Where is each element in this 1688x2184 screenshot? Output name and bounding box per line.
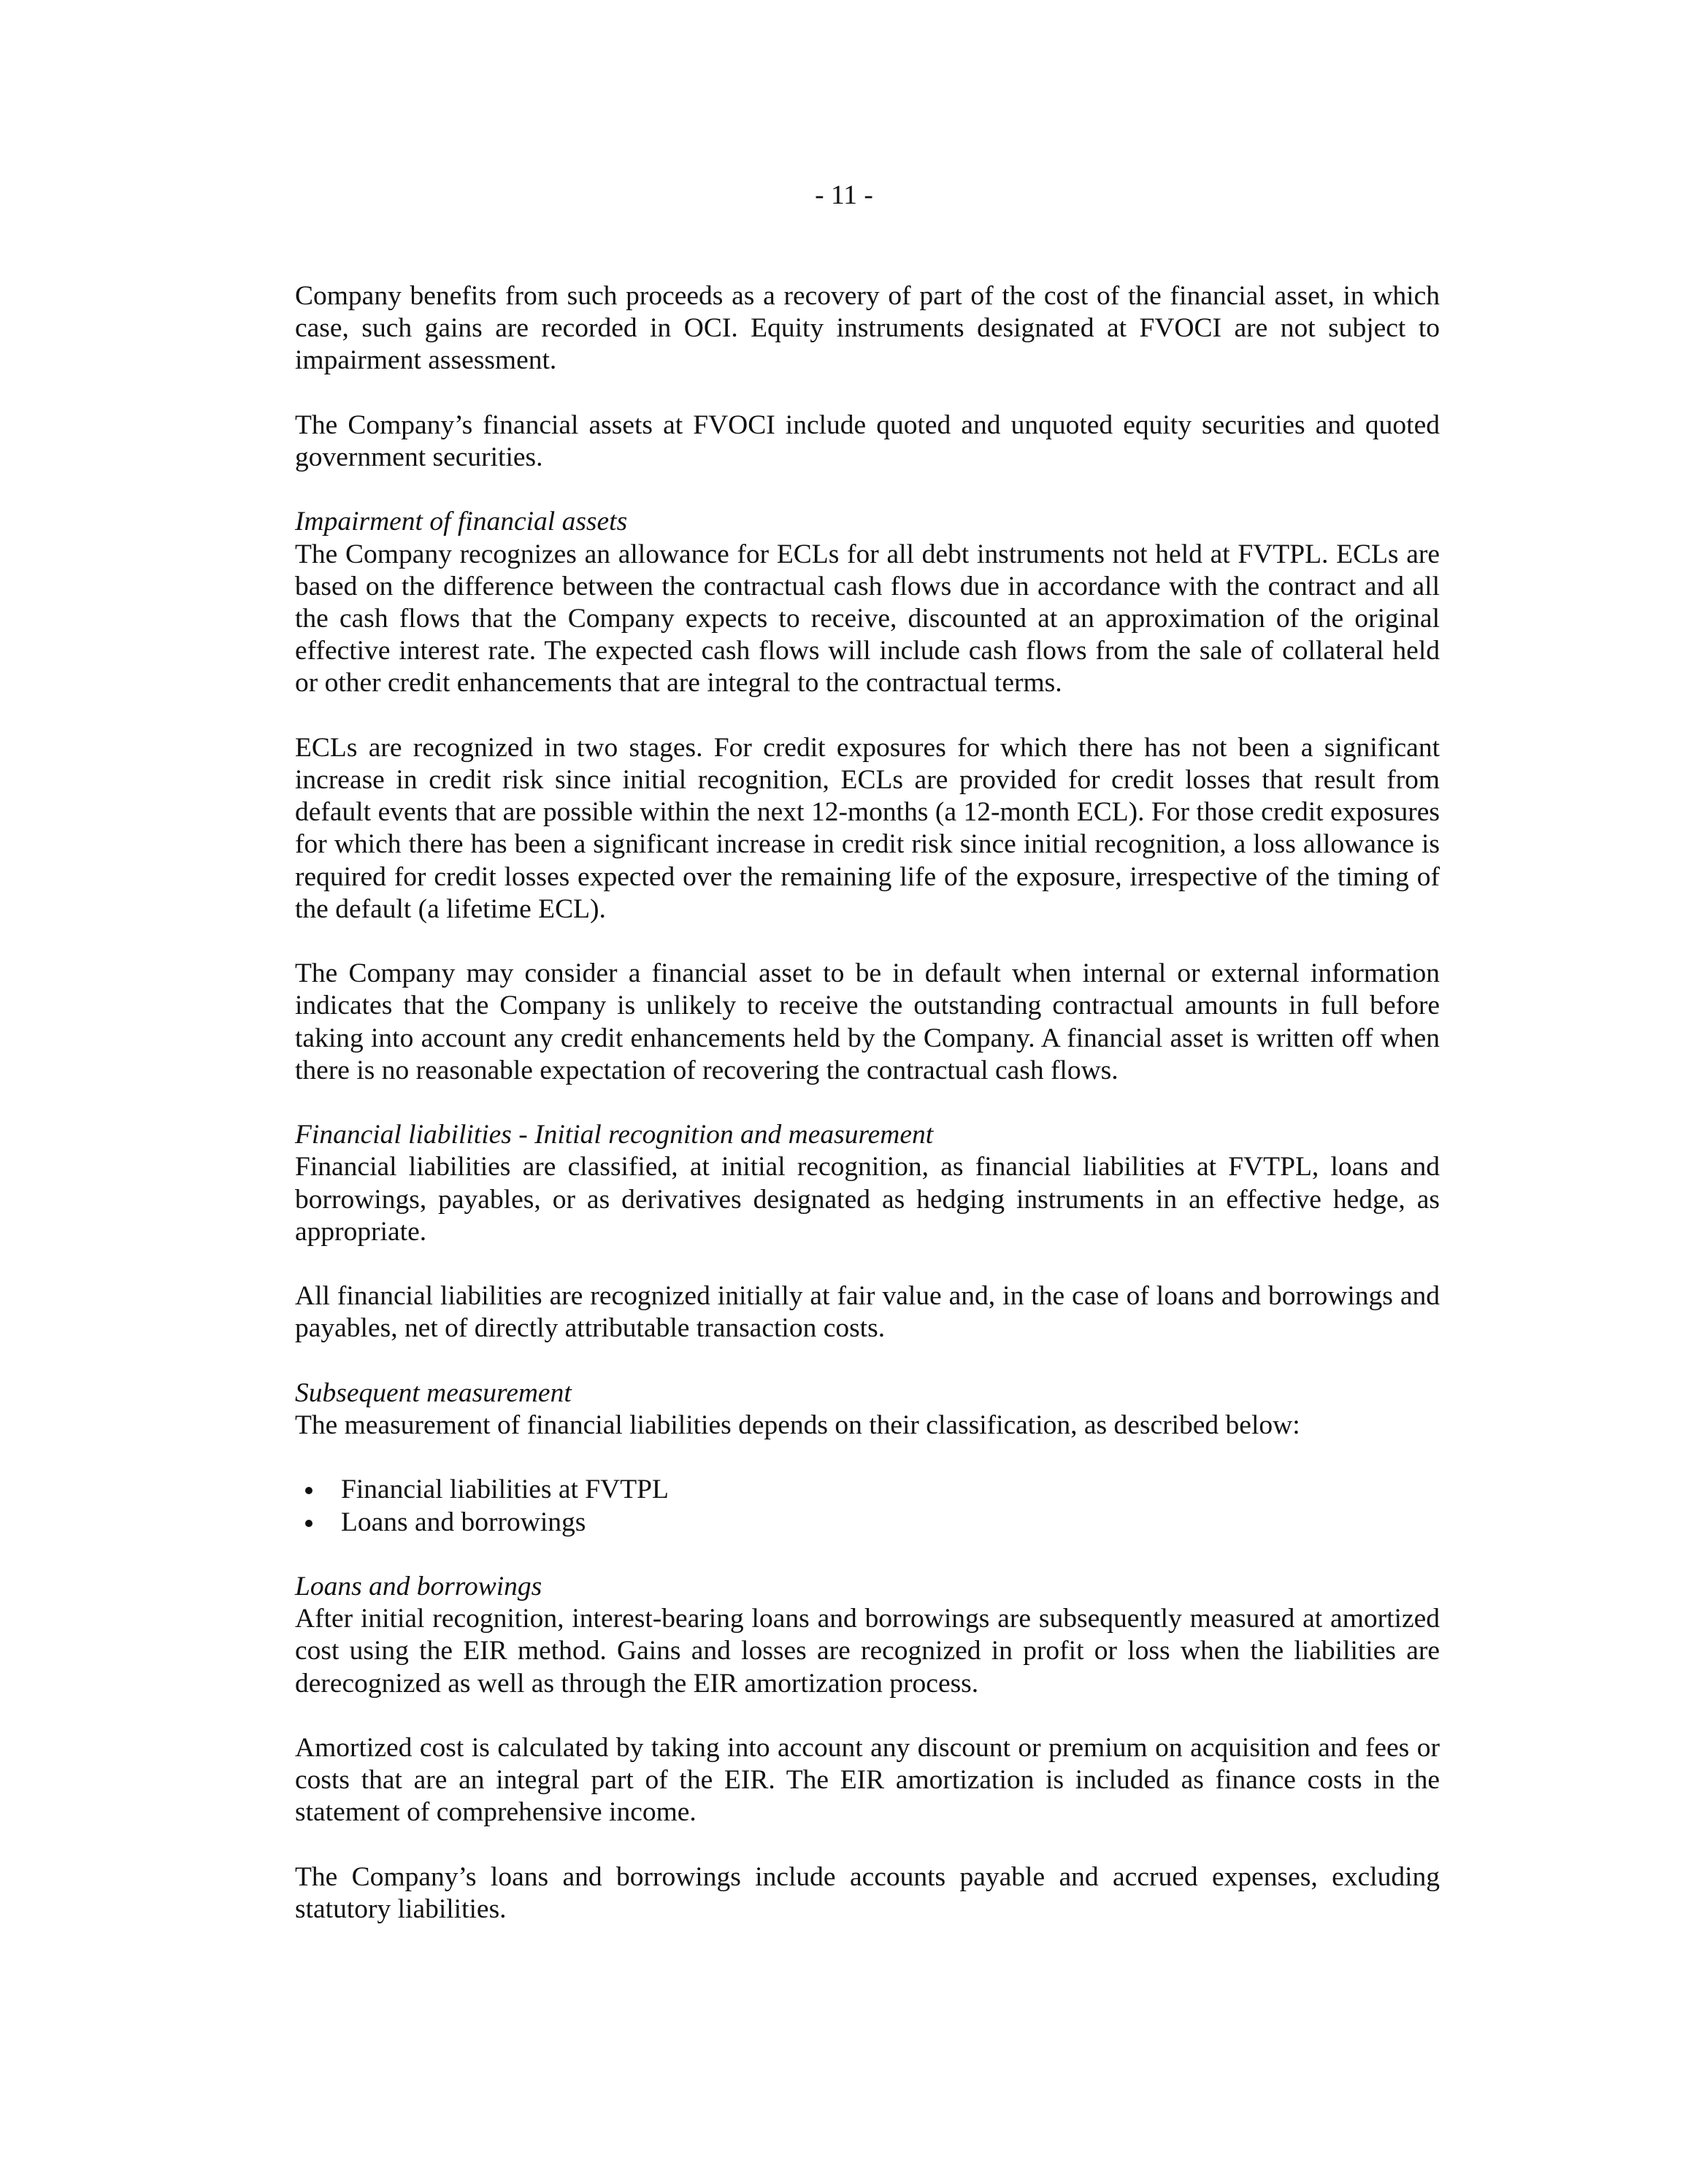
paragraph-fvoci-assets: The Company’s financial assets at FVOCI include quoted and unquoted equity securities and quoted government securities. bbox=[295, 410, 1440, 472]
list-item bbox=[295, 1507, 1440, 1539]
section-subsequent-measurement bbox=[295, 1377, 1440, 1442]
paragraph-fvoci-proceeds: Company benefits from such proceeds as a recovery of part of the cost of the financial asset, in which case, such gains are recorded in OCI. Equity instruments designated at FVOCI are not subject to impairment assessment. bbox=[295, 281, 1440, 376]
heading-financial-liabilities: Financial liabilities - Initial recognition and measurement bbox=[295, 1120, 934, 1150]
page-number: - 11 - bbox=[815, 180, 873, 210]
paragraph-amortized-measurement: After initial recognition, interest-bearing loans and borrowings are subsequently measured at amortized cost using the EIR method. Gains and losses are recognized in profit or loss when the liabilities are derecognized as well as through the EIR amortization process. bbox=[295, 1604, 1440, 1699]
paragraph-ecl-stages: ECLs are recognized in two stages. For credit exposures for which there has not been a significant increase in credit risk since initial recognition, ECLs are provided for credit losses that result from default events that are possible within the next 12-months (a 12-month ECL). For those credit exposures for which there has been a significant increase in credit risk since initial recognition, a loss allowance is required for credit losses expected over the remaining life of the exposure, irrespective of the timing of the default (a lifetime ECL). bbox=[295, 732, 1440, 924]
list-item-label: Loans and borrowings bbox=[341, 1507, 586, 1537]
page-body bbox=[295, 280, 1440, 1958]
paragraph-liabilities-fair-value: All financial liabilities are recognized initially at fair value and, in the case of loans and borrowings and payables, net of directly attributable transaction costs. bbox=[295, 1281, 1440, 1344]
section-loans-borrowings bbox=[295, 1571, 1440, 1700]
section-impairment bbox=[295, 506, 1440, 699]
heading-loans-borrowings: Loans and borrowings bbox=[295, 1571, 542, 1602]
list-item bbox=[295, 1474, 1440, 1506]
heading-subsequent-measurement: Subsequent measurement bbox=[295, 1377, 572, 1408]
bullet-icon bbox=[305, 1487, 312, 1494]
heading-impairment: Impairment of financial assets bbox=[295, 507, 628, 537]
paragraph-measurement-classification: The measurement of financial liabilities depends on their classification, as described below: bbox=[295, 1410, 1300, 1440]
bullet-list bbox=[295, 1474, 1440, 1538]
section-financial-liabilities bbox=[295, 1119, 1440, 1248]
paragraph-ecl-allowance: The Company recognizes an allowance for ECLs for all debt instruments not held at FVTPL. ECLs are based on the difference between the contractual cash flows due in accordance with the contract and all the cash flows that the Company expects to receive, discounted at an approximation of the original effective interest rate. The expected cash flows will include cash flows from the sale of collateral held or other credit enhancements that are integral to the contractual terms. bbox=[295, 539, 1440, 699]
paragraph-default: The Company may consider a financial asset to be in default when internal or external information indicates that the Company is unlikely to receive the outstanding contractual amounts in full before taking into account any credit enhancements held by the Company. A financial asset is written off when there is no reasonable expectation of recovering the contractual cash flows. bbox=[295, 958, 1440, 1085]
paragraph-liabilities-classification: Financial liabilities are classified, at initial recognition, as financial liabilities at FVTPL, loans and borrowings, payables, or as derivatives designated as hedging instruments in an effective hedge, as appropriate. bbox=[295, 1152, 1440, 1247]
list-item-label: Financial liabilities at FVTPL bbox=[341, 1474, 669, 1505]
paragraph-amortized-cost: Amortized cost is calculated by taking into account any discount or premium on acquisition and fees or costs that are an integral part of the EIR. The EIR amortization is included as finance costs in the statement of comprehensive income. bbox=[295, 1732, 1440, 1828]
paragraph-loans-include: The Company’s loans and borrowings include accounts payable and accrued expenses, excluding statutory liabilities. bbox=[295, 1861, 1440, 1924]
bullet-icon bbox=[305, 1520, 312, 1527]
